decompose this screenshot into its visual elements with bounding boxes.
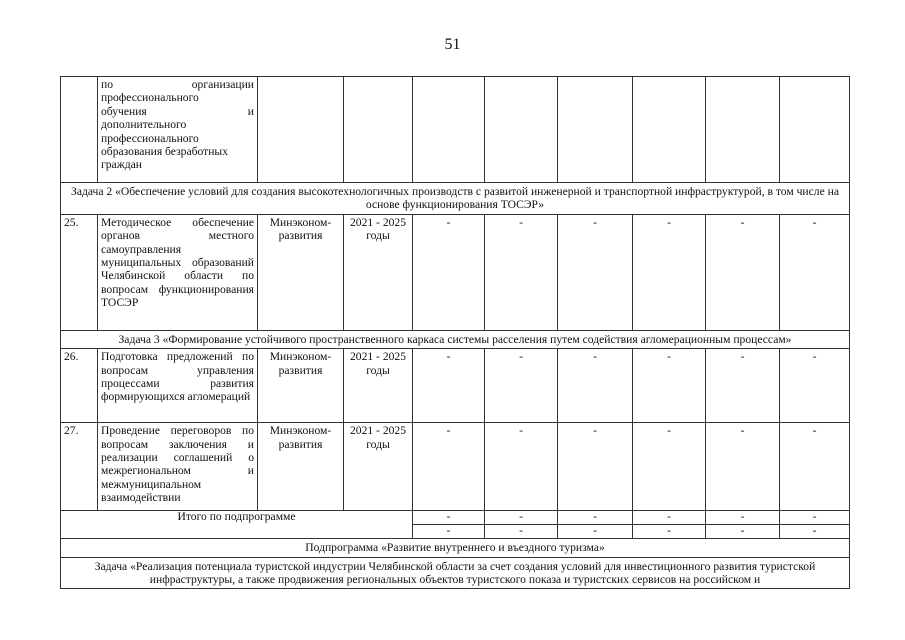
value-cell: -: [485, 423, 558, 511]
continuation-line: граждан: [101, 158, 142, 172]
table-row: [61, 423, 850, 511]
value-cell: -: [413, 214, 485, 330]
value-cell: -: [558, 214, 633, 330]
total-row: [61, 511, 850, 525]
total-value: -: [706, 525, 780, 539]
task-2-heading: Задача 2 «Обеспечение условий для создания высокотехнологичных производств с развитой инженерной и транспортной инфраструктурой, в том числе на основе функционирования ТОСЭР»: [61, 183, 850, 215]
row-number: 27.: [61, 423, 98, 511]
program-table: [60, 76, 850, 589]
task-row: [61, 557, 850, 589]
total-label: Итого по подпрограмме: [61, 511, 413, 539]
row-number: 25.: [61, 214, 98, 330]
value-cell: -: [706, 423, 780, 511]
years: 2021 - 2025 годы: [344, 349, 413, 423]
total-value: -: [558, 511, 633, 525]
value-cell: -: [633, 349, 706, 423]
value-cell: [413, 77, 485, 183]
total-value: -: [558, 525, 633, 539]
value-cell: -: [413, 423, 485, 511]
value-cell: -: [485, 214, 558, 330]
table-row: [61, 214, 850, 330]
total-value: -: [706, 511, 780, 525]
measure-name: Проведение переговоров по вопросам заключения и реализации соглашений о межрегиональном и межмуниципальном взаимодействии: [98, 423, 258, 511]
value-cell: [633, 77, 706, 183]
value-cell: -: [485, 349, 558, 423]
value-cell: -: [633, 423, 706, 511]
num-cell: [61, 77, 98, 183]
continuation-line: по организации: [101, 78, 254, 91]
years: 2021 - 2025 годы: [344, 423, 413, 511]
table-row: [61, 349, 850, 423]
executor: Минэконом-развития: [258, 423, 344, 511]
value-cell: -: [780, 349, 850, 423]
total-value: -: [780, 525, 850, 539]
value-cell: [780, 77, 850, 183]
value-cell: -: [633, 214, 706, 330]
total-value: -: [780, 511, 850, 525]
value-cell: [558, 77, 633, 183]
measure-name: Подготовка предложений по вопросам управления процессами развития формирующихся агломераций: [98, 349, 258, 423]
task-row: [61, 330, 850, 348]
years: 2021 - 2025 годы: [344, 214, 413, 330]
measure-name: Методическое обеспечение органов местного самоуправления муниципальных образований Челябинской области по вопросам функционирования ТОСЭР: [98, 214, 258, 330]
task-row: [61, 183, 850, 215]
total-value: -: [633, 525, 706, 539]
continuation-line: дополнительного: [101, 118, 187, 132]
subprogram-task-heading: Задача «Реализация потенциала туристской индустрии Челябинской области за счет создания условий для инвестиционного развития туристской инфраструктуры, а также продвижения региональных объектов туристского показа и туристских сервисов на российском и: [61, 557, 850, 589]
value-cell: -: [780, 423, 850, 511]
value-cell: -: [706, 349, 780, 423]
name-cell: [98, 77, 258, 183]
executor: Минэконом-развития: [258, 349, 344, 423]
value-cell: -: [706, 214, 780, 330]
row-number: 26.: [61, 349, 98, 423]
executor-cell: [258, 77, 344, 183]
continuation-line: профессионального: [101, 91, 199, 105]
subprogram-row: [61, 539, 850, 557]
total-value: -: [633, 511, 706, 525]
continuation-line: образования безработных: [101, 145, 229, 159]
page-number: 51: [444, 36, 461, 53]
value-cell: -: [413, 349, 485, 423]
value-cell: -: [558, 349, 633, 423]
subprogram-title: Подпрограмма «Развитие внутреннего и въездного туризма»: [61, 539, 850, 557]
total-value: -: [413, 525, 485, 539]
total-value: -: [413, 511, 485, 525]
total-value: -: [485, 525, 558, 539]
value-cell: -: [780, 214, 850, 330]
total-value: -: [485, 511, 558, 525]
task-3-heading: Задача 3 «Формирование устойчивого пространственного каркаса системы расселения путем содействия агломерационным процессам»: [61, 330, 850, 348]
continuation-row: [61, 77, 850, 183]
value-cell: [485, 77, 558, 183]
value-cell: [706, 77, 780, 183]
executor: Минэконом-развития: [258, 214, 344, 330]
years-cell: [344, 77, 413, 183]
continuation-line: обучения и: [101, 104, 254, 118]
value-cell: -: [558, 423, 633, 511]
continuation-line: профессионального: [101, 131, 199, 145]
